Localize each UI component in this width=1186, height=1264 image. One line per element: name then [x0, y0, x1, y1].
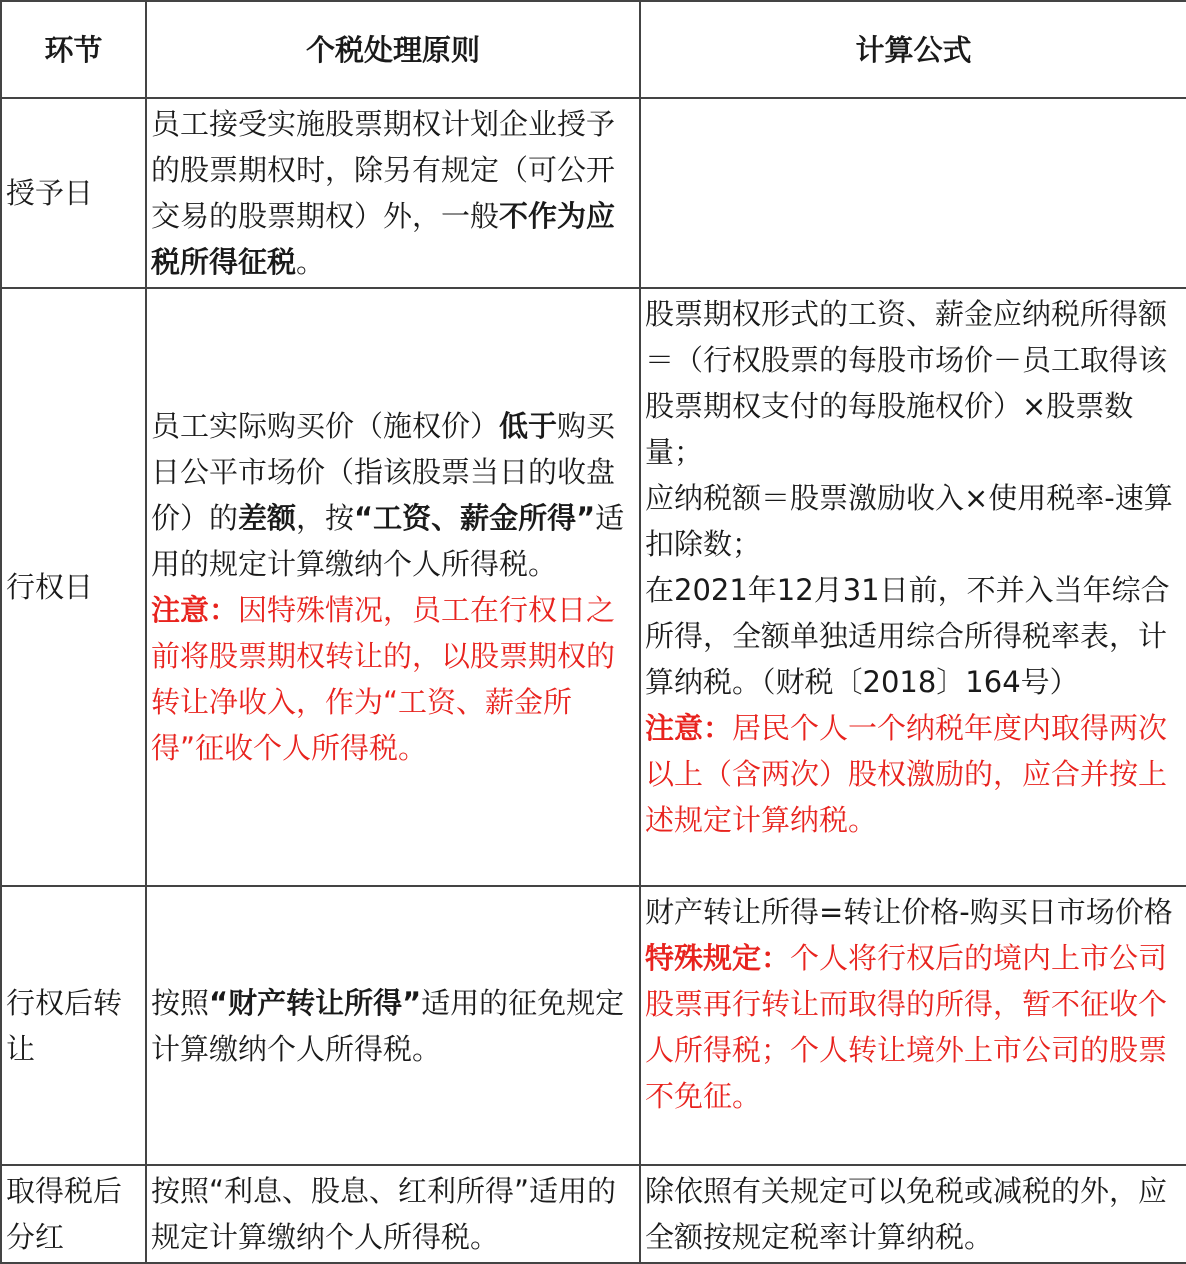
principle-cell	[146, 288, 640, 886]
stage-cell: 授予日	[1, 98, 146, 288]
row-post-exercise-transfer	[1, 886, 1186, 1165]
principle-text: 员工实际购买价（施权价）	[151, 409, 500, 443]
stage-cell: 取得税后分红	[1, 1165, 146, 1263]
formula-paragraph: 股票期权形式的工资、薪金应纳税所得额＝（行权股票的每股市场价－员工取得该股票期权支付的每股施权价）×股票数量；	[645, 297, 1168, 469]
principle-bold: “工资、薪金所得”	[354, 501, 596, 535]
principle-text: ，按	[296, 501, 355, 535]
principle-cell	[146, 98, 640, 288]
principle-bold: 不作为应税所得征税	[151, 199, 616, 279]
stage-cell: 行权日	[1, 288, 146, 886]
note-text: 居民个人一个纳税年度内取得两次以上（含两次）股权激励的，应合并按上述规定计算纳税。	[645, 711, 1168, 837]
principle-text: 适用的征免规定计算缴纳个人所得税。	[151, 985, 625, 1066]
principle-note	[151, 587, 635, 771]
header-formula: 计算公式	[640, 1, 1186, 98]
principle-text: 适用的规定计算缴纳个人所得税。	[151, 501, 625, 581]
header-row	[1, 1, 1186, 98]
principle-paragraph	[151, 403, 635, 587]
formula-note	[645, 935, 1182, 1119]
principle-bold: “财产转让所得”	[209, 985, 422, 1020]
principle-text: 。	[296, 245, 326, 279]
formula-cell	[640, 288, 1186, 886]
formula-cell: 除依照有关规定可以免税或减税的外，应全额按规定税率计算纳税。	[640, 1165, 1186, 1263]
principle-bold: 差额	[238, 501, 297, 535]
formula-paragraph: 在2021年12月31日前，不并入当年综合所得，全额单独适用综合所得税率表，计算纳税。（财税〔2018〕164号）	[645, 573, 1170, 699]
row-grant-date	[1, 98, 1186, 288]
note-text: 个人将行权后的境内上市公司股票再行转让而取得的所得，暂不征收个人所得税；个人转让境外上市公司的股票不免征。	[645, 941, 1168, 1113]
principle-text: 按照	[151, 985, 210, 1020]
principle-text: 员工接受实施股票期权计划企业授予的股票期权时，除另有规定（可公开交易的股票期权）外，一般	[151, 107, 616, 233]
principle-cell	[146, 886, 640, 1165]
formula-note	[645, 705, 1182, 843]
formula-paragraph: 应纳税额＝股票激励收入×使用税率-速算扣除数；	[645, 481, 1173, 561]
formula-paragraph: 财产转让所得=转让价格-购买日市场价格	[645, 895, 1173, 929]
formula-cell-empty	[640, 98, 1186, 288]
principle-bold: 低于	[499, 409, 558, 443]
principle-cell: 按照“利息、股息、红利所得”适用的规定计算缴纳个人所得税。	[146, 1165, 640, 1263]
row-after-tax-dividend	[1, 1165, 1186, 1263]
note-label: 注意：	[645, 711, 733, 745]
note-label: 注意：	[151, 593, 239, 627]
note-label: 特殊规定：	[645, 941, 791, 975]
header-principle: 个税处理原则	[146, 1, 640, 98]
principle-text: 购买日公平市场价（指该股票当日的收盘价）的	[151, 409, 616, 535]
formula-cell	[640, 886, 1186, 1165]
stage-cell: 行权后转让	[1, 886, 146, 1165]
row-exercise-date	[1, 288, 1186, 886]
header-stage: 环节	[1, 1, 146, 98]
note-text: 因特殊情况，员工在行权日之前将股票期权转让的，以股票期权的转让净收入，作为“工资、薪金所得”征收个人所得税。	[151, 593, 616, 765]
